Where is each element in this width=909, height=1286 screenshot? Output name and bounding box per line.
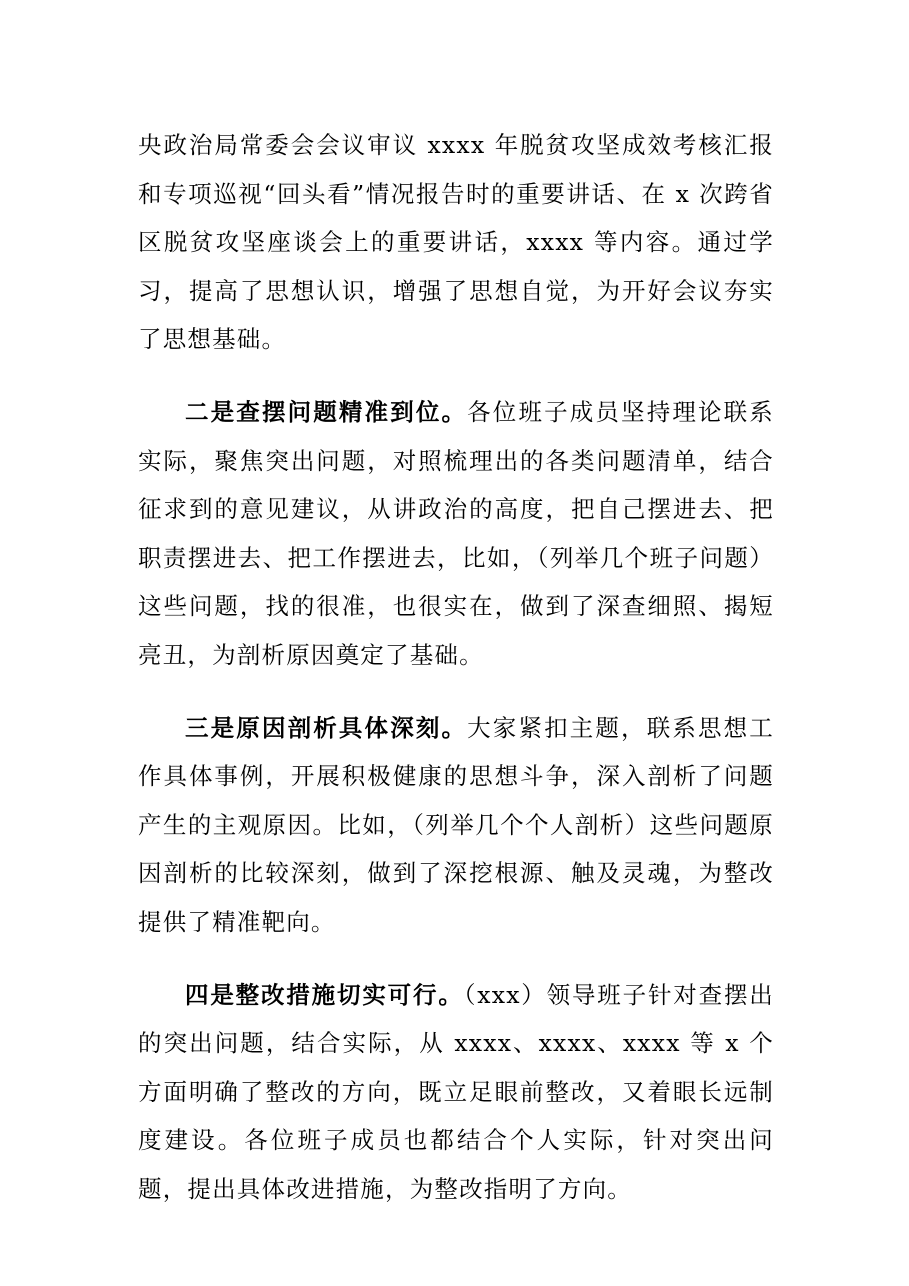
paragraph-3-lead: 三是原因剖析具体深刻。 xyxy=(185,713,468,742)
paragraph-2 xyxy=(138,388,774,680)
paragraph-4 xyxy=(138,971,774,1214)
document-body xyxy=(138,121,774,1237)
paragraph-4-text: （xxx）领导班子针对查摆出的突出问题，结合实际，从 xxxx、xxxx、xxxx 等 x 个方面明确了整改的方向，既立足眼前整改，又着眼长远制度建设。各位班子成员也都结合个人实际，针对突出问题，提出具体改进措施，为整改指明了方向。 xyxy=(138,980,775,1203)
paragraph-1 xyxy=(138,121,774,364)
paragraph-3 xyxy=(138,704,774,947)
paragraph-2-text: 各位班子成员坚持理论联系实际，聚焦突出问题，对照梳理出的各类问题清单，结合征求到的意见建议，从讲政治的高度，把自己摆进去、把职责摆进去、把工作摆进去，比如，（列举几个班子问题）这些问题，找的很准，也很实在，做到了深查细照、揭短亮丑，为剖析原因奠定了基础。 xyxy=(138,397,775,669)
paragraph-2-lead: 二是查摆问题精准到位。 xyxy=(185,397,468,426)
paragraph-4-lead: 四是整改措施切实可行。 xyxy=(185,980,464,1009)
paragraph-3-text: 大家紧扣主题，联系思想工作具体事例，开展积极健康的思想斗争，深入剖析了问题产生的主观原因。比如，（列举几个个人剖析）这些问题原因剖析的比较深刻，做到了深挖根源、触及灵魂，为整改提供了精准靶向。 xyxy=(138,713,775,936)
paragraph-1-text: 央政治局常委会会议审议 xxxx 年脱贫攻坚成效考核汇报和专项巡视“回头看”情况报告时的重要讲话、在 x 次跨省区脱贫攻坚座谈会上的重要讲话，xxxx 等内容。通过学习，提高了思想认识，增强了思想自觉，为开好会议夯实了思想基础。 xyxy=(138,131,774,354)
